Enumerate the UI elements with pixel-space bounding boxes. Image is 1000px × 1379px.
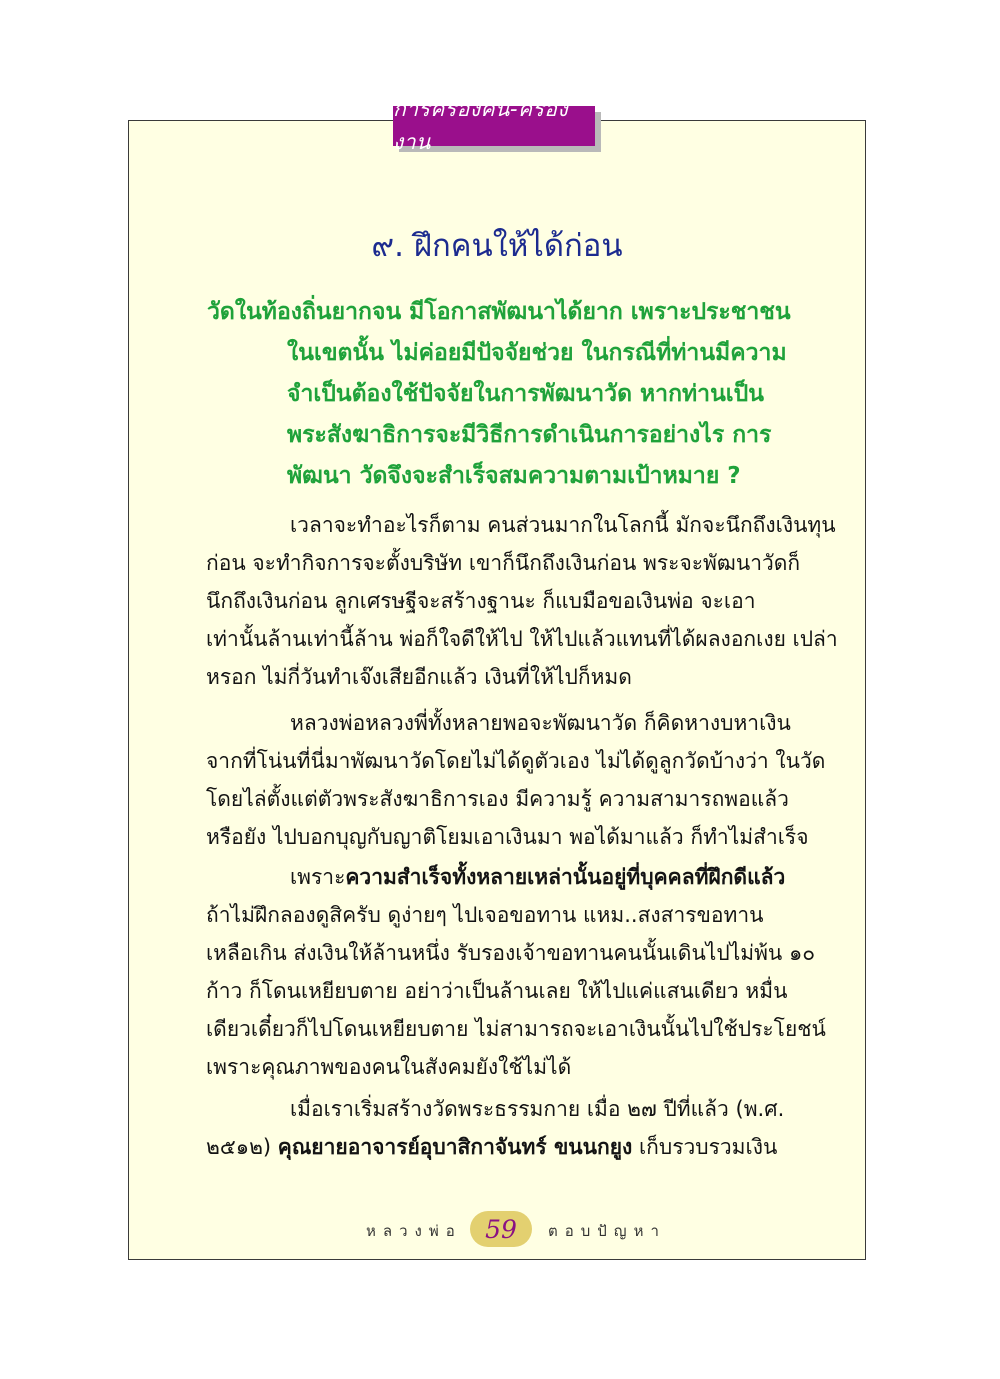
paragraph-line: หลวงพ่อหลวงพี่ทั้งหลายพอจะพัฒนาวัด ก็คิดหางบหาเงิน <box>290 711 791 735</box>
question-line: จำเป็นต้องใช้ปัจจัยในการพัฒนาวัด หากท่านเป็น <box>287 381 764 407</box>
emphasis-text: ความสำเร็จทั้งหลายเหล่านั้นอยู่ที่บุคคลที่ฝึกดีแล้ว <box>345 865 786 889</box>
paragraph-text: เก็บรวบรวมเงิน <box>632 1135 778 1159</box>
question-line: วัดในท้องถิ่นยากจน มีโอกาสพัฒนาได้ยาก เพราะประชาชน <box>207 299 791 325</box>
paragraph-text: ๒๕๑๒) <box>206 1135 278 1159</box>
footer-left-text: หลวงพ่อ <box>366 1222 462 1240</box>
chapter-title: ๙. ฝึกคนให้ได้ก่อน <box>371 228 623 264</box>
paragraph-line: จากที่โน่นที่นี่มาพัฒนาวัดโดยไม่ได้ดูตัวเอง ไม่ได้ดูลูกวัดบ้างว่า ในวัด <box>206 749 826 773</box>
paragraph-line: หรือยัง ไปบอกบุญกับญาติโยมเอาเงินมา พอได้มาแล้ว ก็ทำไม่สำเร็จ <box>206 825 809 849</box>
paragraph-line: เท่านั้นล้านเท่านี้ล้าน พ่อก็ใจดีให้ไป ให้ไปแล้วแทนที่ได้ผลงอกเงย เปล่า <box>206 627 838 651</box>
footer-right-text: ตอบปัญหา <box>548 1222 666 1240</box>
paragraph-line: หรอก ไม่กี่วันทำเจ๊งเสียอีกแล้ว เงินที่ให้ไปก็หมด <box>206 665 632 689</box>
page-number: 59 <box>485 1214 517 1244</box>
paragraph-line: เวลาจะทำอะไรก็ตาม คนส่วนมากในโลกนี้ มักจะนึกถึงเงินทุน <box>290 513 836 537</box>
paragraph-line: ถ้าไม่ฝึกลองดูสิครับ ดูง่ายๆ ไปเจอขอทาน แหม..สงสารขอทาน <box>206 903 764 927</box>
question-line: ในเขตนั้น ไม่ค่อยมีปัจจัยช่วย ในกรณีที่ท่านมีความ <box>287 340 787 366</box>
paragraph-line: โดยไล่ตั้งแต่ตัวพระสังฆาธิการเอง มีความรู้ ความสามารถพอแล้ว <box>206 787 789 811</box>
paragraph-line <box>206 1128 777 1166</box>
paragraph-line: เมื่อเราเริ่มสร้างวัดพระธรรมกาย เมื่อ ๒๗ ปีที่แล้ว (พ.ศ. <box>290 1097 785 1121</box>
paragraph-text: เพราะ <box>290 865 346 889</box>
paragraph-line <box>290 858 785 896</box>
page-number-badge <box>470 1211 532 1247</box>
question-line: พระสังฆาธิการจะมีวิธีการดำเนินการอย่างไร การ <box>287 422 772 448</box>
paragraph-line: เดียวเดี๋ยวก็ไปโดนเหยียบตาย ไม่สามารถจะเอาเงินนั้นไปใช้ประโยชน์ <box>206 1017 826 1041</box>
paragraph-line: ก้าว ก็โดนเหยียบตาย อย่าว่าเป็นล้านเลย ให้ไปแค่แสนเดียว หมื่น <box>206 979 788 1003</box>
emphasis-text: คุณยายอาจารย์อุบาสิกาจันทร์ ขนนกยูง <box>277 1135 633 1159</box>
paragraph-line: เหลือเกิน ส่งเงินให้ล้านหนึ่ง รับรองเจ้าขอทานคนนั้นเดินไปไม่พ้น ๑๐ <box>206 941 816 965</box>
paragraph-line: ก่อน จะทำกิจการจะตั้งบริษัท เขาก็นึกถึงเงินก่อน พระจะพัฒนาวัดก็ <box>206 551 801 575</box>
paragraph-line: เพราะคุณภาพของคนในสังคมยังใช้ไม่ได้ <box>206 1055 572 1079</box>
section-header-tab <box>393 97 595 154</box>
question-line: พัฒนา วัดจึงจะสำเร็จสมความตามเป้าหมาย ? <box>287 463 741 489</box>
paragraph-line: นึกถึงเงินก่อน ลูกเศรษฐีจะสร้างฐานะ ก็แบมือขอเงินพ่อ จะเอา <box>206 589 756 613</box>
section-title: การครองคน-ครองงาน <box>393 97 569 154</box>
